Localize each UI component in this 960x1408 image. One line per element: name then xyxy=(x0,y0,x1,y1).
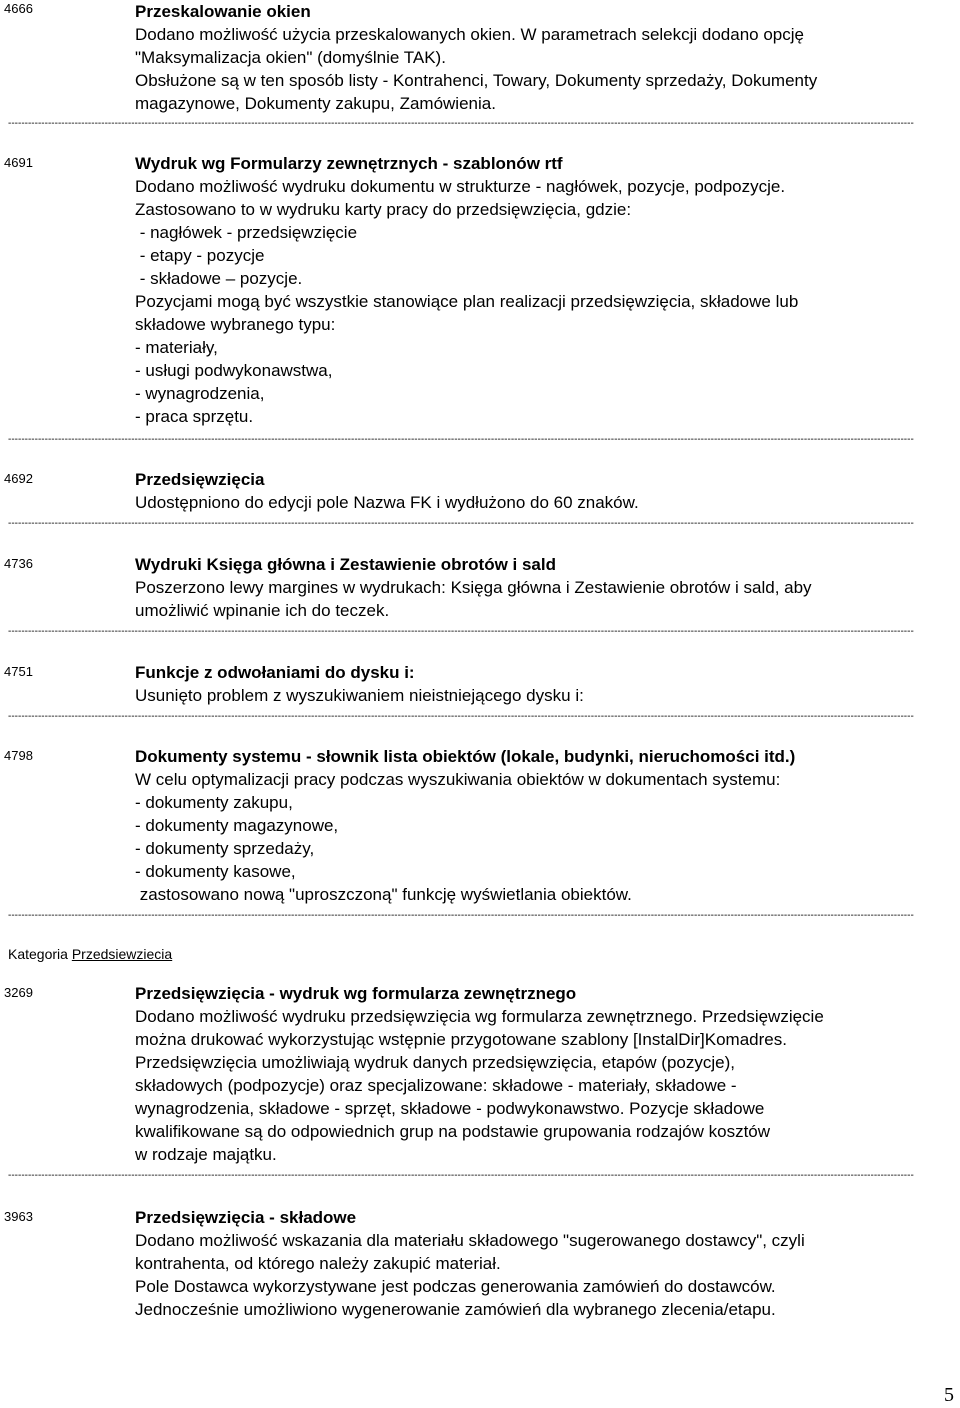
entry-line: Dodano możliwość wydruku przedsięwzięcia wg formularza zewnętrznego. Przedsięwzięcie xyxy=(135,1007,824,1026)
entry-title: Przedsięwzięcia xyxy=(135,470,265,489)
entry-content xyxy=(135,1206,957,1321)
entry-number: 4666 xyxy=(4,1,33,16)
entry-line: - dokumenty magazynowe, xyxy=(135,816,339,835)
entry-line: "Maksymalizacja okien" (domyślnie TAK). xyxy=(135,48,446,67)
entry-line: Poszerzono lewy margines w wydrukach: Księga główna i Zestawienie obrotów i sald, aby xyxy=(135,578,812,597)
entry-title: Dokumenty systemu - słownik lista obiektów (lokale, budynki, nieruchomości itd.) xyxy=(135,747,796,766)
entry-line: składowych (podpozycje) oraz specjalizowane: składowe - materiały, składowe - xyxy=(135,1076,737,1095)
entry-content xyxy=(135,0,957,115)
entry-number: 4692 xyxy=(4,471,33,486)
entry-line: Pole Dostawca wykorzystywane jest podczas generowania zamówień do dostawców. xyxy=(135,1277,776,1296)
entry-line: - dokumenty sprzedaży, xyxy=(135,839,315,858)
entry-number: 4691 xyxy=(4,155,33,170)
entry-number: 4736 xyxy=(4,556,33,571)
entry-title: Wydruki Księga główna i Zestawienie obrotów i sald xyxy=(135,555,556,574)
entry-title: Przedsięwzięcia - wydruk wg formularza zewnętrznego xyxy=(135,984,577,1003)
entry-line: - dokumenty zakupu, xyxy=(135,793,293,812)
entry-number: 4751 xyxy=(4,664,33,679)
entry-line: wynagrodzenia, składowe - sprzęt, składowe - podwykonawstwo. Pozycje składowe xyxy=(135,1099,765,1118)
entry-content xyxy=(135,982,957,1166)
entry-line: - dokumenty kasowe, xyxy=(135,862,296,881)
entry-line: Udostępniono do edycji pole Nazwa FK i wydłużono do 60 znaków. xyxy=(135,493,639,512)
entry-line: - praca sprzętu. xyxy=(135,407,254,426)
entry-title: Przeskalowanie okien xyxy=(135,2,311,21)
entry-line: Zastosowano to w wydruku karty pracy do przedsięwzięcia, gdzie: xyxy=(135,200,632,219)
entry-line: - nagłówek - przedsięwzięcie xyxy=(135,223,358,242)
entry-number: 4798 xyxy=(4,748,33,763)
entry-line: Usunięto problem z wyszukiwaniem nieistniejącego dysku i: xyxy=(135,686,584,705)
entry-title: Funkcje z odwołaniami do dysku i: xyxy=(135,663,415,682)
category-link[interactable]: Przedsiewziecia xyxy=(71,946,173,962)
entry-content xyxy=(135,468,957,514)
page-number: 5 xyxy=(944,1384,954,1406)
entry-line: składowe wybranego typu: xyxy=(135,315,336,334)
separator-line xyxy=(8,711,954,723)
entry-content xyxy=(135,152,957,428)
entry-line: Pozycjami mogą być wszystkie stanowiące plan realizacji przedsięwzięcia, składowe lub xyxy=(135,292,799,311)
category-heading xyxy=(8,945,172,963)
entry-number: 3963 xyxy=(4,1209,33,1224)
entry-line: magazynowe, Dokumenty zakupu, Zamówienia. xyxy=(135,94,496,113)
entry-line: Jednocześnie umożliwiono wygenerowanie zamówień dla wybranego zlecenia/etapu. xyxy=(135,1300,776,1319)
entry-line: można drukować wykorzystując wstępnie przygotowane szablony [InstalDir]Komadres. xyxy=(135,1030,787,1049)
entry-line: zastosowano nową "uproszczoną" funkcję wyświetlania obiektów. xyxy=(135,885,632,904)
separator-line xyxy=(8,1170,954,1182)
entry-line: W celu optymalizacji pracy podczas wyszukiwania obiektów w dokumentach systemu: xyxy=(135,770,781,789)
entry-content xyxy=(135,553,957,622)
entry-line: Dodano możliwość wydruku dokumentu w strukturze - nagłówek, pozycje, podpozycje. xyxy=(135,177,786,196)
entry-line: - materiały, xyxy=(135,338,218,357)
separator-line xyxy=(8,910,954,922)
entry-number: 3269 xyxy=(4,985,33,1000)
entry-line: umożliwić wpinanie ich do teczek. xyxy=(135,601,390,620)
entry-line: Dodano możliwość wskazania dla materiału składowego "sugerowanego dostawcy", czyli xyxy=(135,1231,805,1250)
separator-line xyxy=(8,626,954,638)
entry-line: Dodano możliwość użycia przeskalowanych okien. W parametrach selekcji dodano opcję xyxy=(135,25,804,44)
entry-title: Wydruk wg Formularzy zewnętrznych - szablonów rtf xyxy=(135,154,563,173)
entry-line: - usługi podwykonawstwa, xyxy=(135,361,333,380)
category-label: Kategoria xyxy=(8,946,68,962)
entry-line: kontrahenta, od którego należy zakupić materiał. xyxy=(135,1254,501,1273)
separator-line xyxy=(8,118,954,130)
entry-content xyxy=(135,745,957,906)
entry-line: - składowe – pozycje. xyxy=(135,269,303,288)
entry-line: w rodzaje majątku. xyxy=(135,1145,277,1164)
separator-line xyxy=(8,518,954,530)
entry-line: Przedsięwzięcia umożliwiają wydruk danych przedsięwzięcia, etapów (pozycje), xyxy=(135,1053,735,1072)
entry-line: - etapy - pozycje xyxy=(135,246,265,265)
entry-line: - wynagrodzenia, xyxy=(135,384,265,403)
entry-title: Przedsięwzięcia - składowe xyxy=(135,1208,357,1227)
separator-line xyxy=(8,434,954,446)
entry-content xyxy=(135,661,957,707)
entry-line: kwalifikowane są do odpowiednich grup na podstawie grupowania rodzajów kosztów xyxy=(135,1122,771,1141)
entry-line: Obsłużone są w ten sposób listy - Kontrahenci, Towary, Dokumenty sprzedaży, Dokumenty xyxy=(135,71,818,90)
